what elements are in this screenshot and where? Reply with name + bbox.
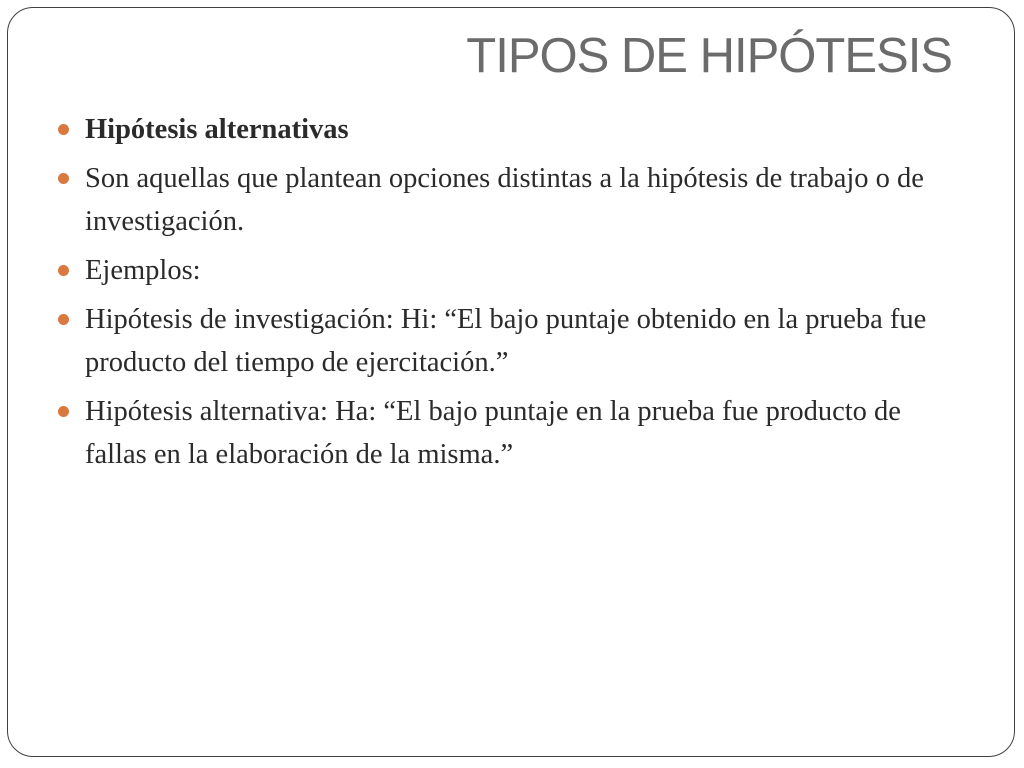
bullet-dot-icon [58,124,69,135]
list-item [58,108,938,151]
list-item [58,390,938,476]
bullet-dot-icon [58,406,69,417]
slide-title: TIPOS DE HIPÓTESIS [466,29,952,83]
list-item [58,157,938,243]
bullet-research-hypothesis: Hipótesis de investigación: Hi: “El bajo puntaje obtenido en la prueba fue producto del tiempo de ejercitación.” [85,304,927,378]
bullet-examples-label: Ejemplos: [85,255,201,286]
slide-frame [7,7,1015,757]
bullet-heading: Hipótesis alternativas [85,114,349,145]
bullet-list [58,108,938,482]
bullet-definition: Son aquellas que plantean opciones distintas a la hipótesis de trabajo o de investigación. [85,163,924,237]
bullet-alternative-hypothesis: Hipótesis alternativa: Ha: “El bajo puntaje en la prueba fue producto de fallas en la elaboración de la misma.” [85,396,901,470]
bullet-dot-icon [58,314,69,325]
bullet-dot-icon [58,265,69,276]
list-item [58,249,938,292]
bullet-dot-icon [58,173,69,184]
list-item [58,298,938,384]
